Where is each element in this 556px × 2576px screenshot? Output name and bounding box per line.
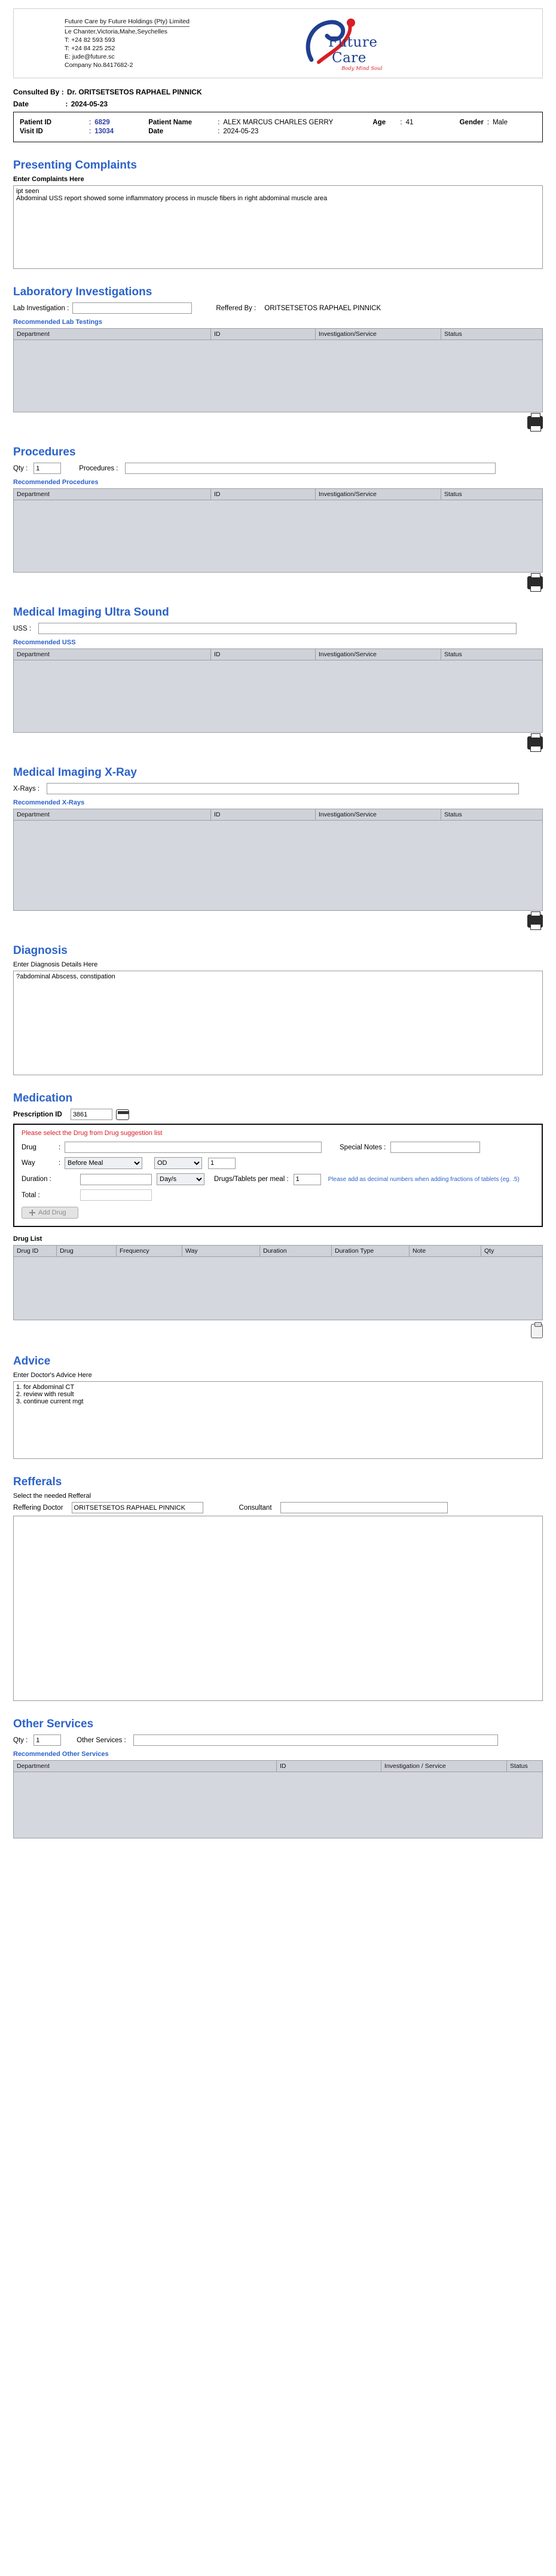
os-col-id: ID (277, 1761, 381, 1772)
diagnosis-title: Diagnosis (13, 944, 68, 957)
patient-id-value: 6829 (94, 119, 110, 126)
clinic-name: Future Care by Future Holdings (Pty) Limited (65, 17, 190, 27)
lab-grid-header (14, 329, 542, 340)
refferals-doctor-row (13, 1502, 543, 1513)
procedures-grid-header (14, 489, 542, 500)
duration-row (22, 1173, 534, 1185)
prescription-id-label: Prescription ID (13, 1110, 62, 1118)
drug-list-grid (13, 1245, 543, 1320)
uss-row (13, 623, 543, 634)
patient-id-label: Patient ID (20, 119, 52, 126)
visit-date-label: Date (148, 128, 164, 135)
procedures-grid-body[interactable] (14, 500, 542, 572)
uss-col-id: ID (211, 649, 316, 660)
other-services-grid-header (14, 1761, 542, 1772)
complaints-textarea[interactable] (13, 185, 543, 269)
uss-col-department: Department (14, 649, 211, 660)
reffering-doctor-input[interactable] (72, 1502, 203, 1513)
consult-date-label: Date (13, 100, 29, 108)
xray-row (13, 783, 543, 794)
lab-col-id: ID (211, 329, 316, 339)
printer-icon[interactable] (527, 914, 543, 928)
drug-col-frequency: Frequency (117, 1246, 182, 1256)
uss-grid-header (14, 649, 542, 660)
way-qty-input[interactable] (208, 1158, 236, 1169)
lab-print-row (13, 416, 543, 429)
other-services-title: Other Services (13, 1718, 94, 1730)
drug-label: Drug (22, 1143, 36, 1151)
uss-grid (13, 648, 543, 733)
clinic-logo (283, 18, 536, 72)
lab-reffered-by-label: Reffered By : (216, 304, 256, 312)
xray-grid-header (14, 809, 542, 821)
lab-investigation-input[interactable] (72, 302, 192, 314)
lab-col-department: Department (14, 329, 211, 339)
clinic-address: Le Chanter,Victoria,Mahe,Seychelles (65, 28, 167, 35)
clipboard-icon[interactable] (531, 1324, 543, 1338)
patient-age-label: Age (372, 119, 386, 126)
xray-grid-body[interactable] (14, 821, 542, 910)
duration-label: Duration : (22, 1176, 51, 1183)
drug-input[interactable] (65, 1142, 322, 1153)
plus-icon (29, 1210, 35, 1216)
advice-textarea[interactable] (13, 1381, 543, 1459)
uss-title: Medical Imaging Ultra Sound (13, 606, 169, 619)
consulted-by-label: Consulted By (13, 88, 60, 96)
visit-id-value: 13034 (94, 128, 114, 135)
procedures-qty-label: Qty : (13, 464, 28, 472)
recommended-lab-testings-label: Recommended Lab Testings (13, 319, 102, 326)
other-services-qty-label: Qty : (13, 1736, 28, 1744)
duration-input[interactable] (80, 1174, 152, 1185)
os-col-status: Status (510, 1763, 528, 1770)
presenting-complaints-sub: Enter Complaints Here (13, 176, 84, 183)
clinic-header (13, 8, 543, 78)
other-services-qty-input[interactable] (33, 1734, 61, 1746)
presenting-complaints-field (13, 185, 543, 269)
drug-col-duration-type: Duration Type (332, 1246, 410, 1256)
decimal-note: Please add as decimal numbers when adding fractions of tablets (eg. .5) (328, 1176, 520, 1183)
drug-list-body[interactable] (14, 1257, 542, 1320)
xray-print-row (13, 914, 543, 928)
os-col-department: Department (14, 1761, 277, 1772)
consult-date-row: Date : 2024-05-23 (13, 100, 108, 108)
prescription-id-input[interactable] (71, 1109, 112, 1120)
uss-grid-body[interactable] (14, 660, 542, 732)
proc-col-status: Status (444, 491, 462, 498)
recommended-uss-label: Recommended USS (13, 639, 76, 646)
xray-col-investigation: Investigation/Service (316, 809, 441, 820)
patient-gender-value: Male (493, 119, 508, 126)
other-services-grid (13, 1760, 543, 1838)
uss-input[interactable] (38, 623, 517, 634)
xray-col-id: ID (211, 809, 316, 820)
reffering-doctor-label: Reffering Doctor (13, 1504, 63, 1512)
logo-text-future: Future (328, 34, 378, 50)
procedures-row (13, 463, 543, 474)
drug-list-clip-row (13, 1324, 543, 1338)
diagnosis-field (13, 971, 543, 1075)
prescription-id-row (13, 1109, 543, 1120)
drug-col-duration: Duration (260, 1246, 332, 1256)
procedures-print-row (13, 576, 543, 589)
lab-reffered-by-value: ORITSETSETOS RAPHAEL PINNICK (264, 304, 381, 312)
lab-col-status: Status (444, 331, 462, 338)
procedures-label: Procedures : (79, 464, 118, 472)
consultant-label: Consultant (239, 1504, 272, 1512)
add-drug-button-label: Add Drug (38, 1209, 66, 1216)
patient-row-2: Visit ID : 13034 Date : 2024-05-23 (20, 128, 259, 135)
frequency-select[interactable] (154, 1157, 202, 1169)
patient-age-value: 41 (405, 119, 414, 126)
total-label: Total : (22, 1191, 40, 1199)
xray-title: Medical Imaging X-Ray (13, 766, 137, 779)
per-meal-label: Drugs/Tablets per meal : (214, 1176, 289, 1183)
lab-investigation-label: Lab Investigation : (13, 304, 69, 312)
patient-name-value: ALEX MARCUS CHARLES GERRY (223, 119, 334, 126)
logo-text-care: Care (332, 50, 366, 66)
procedures-input[interactable] (125, 463, 496, 474)
other-services-label: Other Services : (77, 1736, 126, 1744)
special-notes-input[interactable] (390, 1142, 480, 1153)
advice-field (13, 1381, 543, 1459)
os-col-investigation: Investigation / Service (381, 1761, 507, 1772)
xray-col-status: Status (444, 811, 462, 818)
way-row: Way : Before Meal OD 1 (22, 1157, 534, 1169)
diagnosis-textarea[interactable] (13, 971, 543, 1075)
consult-block (13, 88, 543, 108)
clinic-phone-2: T: +24 84 225 252 (65, 45, 115, 52)
way-label: Way (22, 1159, 35, 1167)
refferals-title: Refferals (13, 1476, 62, 1488)
procedures-grid (13, 488, 543, 573)
lab-grid-body[interactable] (14, 340, 542, 412)
way-select[interactable] (65, 1157, 142, 1169)
medication-title: Medication (13, 1092, 73, 1105)
duration-type-select[interactable] (157, 1173, 204, 1185)
total-input[interactable] (80, 1189, 152, 1201)
xray-grid (13, 809, 543, 911)
advice-sub: Enter Doctor's Advice Here (13, 1372, 92, 1379)
consult-date-value: 2024-05-23 (71, 100, 108, 108)
recommended-procedures-label: Recommended Procedures (13, 479, 99, 486)
drug-col-id: Drug ID (14, 1246, 57, 1256)
drug-col-way: Way (182, 1246, 260, 1256)
uss-col-investigation: Investigation/Service (316, 649, 441, 660)
calculator-icon[interactable] (116, 1109, 129, 1120)
other-services-row (13, 1734, 543, 1746)
other-services-input[interactable] (133, 1734, 498, 1746)
medication-panel (13, 1124, 543, 1227)
prescription-page (0, 8, 556, 1862)
logo-tagline: Body Mind Soul (341, 65, 383, 72)
visit-date-value: 2024-05-23 (223, 128, 259, 135)
printer-icon[interactable] (527, 576, 543, 589)
advice-title: Advice (13, 1355, 51, 1367)
patient-gender-label: Gender (459, 119, 484, 126)
other-services-grid-body[interactable] (14, 1772, 542, 1838)
consulted-by-row: Consulted By : Dr. ORITSETSETOS RAPHAEL PINNICK (13, 88, 202, 96)
visit-id-label: Visit ID (20, 128, 43, 135)
lab-col-investigation: Investigation/Service (316, 329, 441, 339)
uss-print-row (13, 736, 543, 749)
proc-col-investigation: Investigation/Service (316, 489, 441, 500)
lab-investigation-row (13, 302, 543, 314)
drug-list-title: Drug List (13, 1235, 42, 1243)
diagnosis-sub: Enter Diagnosis Details Here (13, 961, 98, 968)
lab-results-grid (13, 328, 543, 412)
refferals-body-field (13, 1516, 543, 1701)
add-drug-button[interactable] (22, 1207, 78, 1219)
xray-input[interactable] (47, 783, 519, 794)
laboratory-title: Laboratory Investigations (13, 286, 152, 298)
total-row (22, 1189, 534, 1201)
medication-warning: Please select the Drug from Drug suggestion list (22, 1130, 163, 1137)
refferals-textarea[interactable] (13, 1516, 543, 1701)
per-meal-input[interactable] (294, 1174, 321, 1185)
drug-row: Drug : Special Notes : (22, 1142, 534, 1153)
xray-col-department: Department (14, 809, 211, 820)
drug-list-header (14, 1246, 542, 1257)
uss-col-status: Status (444, 651, 462, 658)
consultant-input[interactable] (280, 1502, 448, 1513)
consulted-by-value: Dr. ORITSETSETOS RAPHAEL PINNICK (67, 88, 202, 96)
clinic-address-block (20, 17, 283, 69)
printer-icon[interactable] (527, 736, 543, 749)
patient-info-box (13, 112, 543, 142)
procedures-qty-input[interactable] (33, 463, 61, 474)
printer-icon[interactable] (527, 416, 543, 429)
proc-col-department: Department (14, 489, 211, 500)
patient-name-label: Patient Name (148, 119, 193, 126)
proc-col-id: ID (211, 489, 316, 500)
refferals-sub: Select the needed Refferal (13, 1492, 91, 1500)
drug-col-qty: Qty (484, 1247, 494, 1255)
clinic-phone-1: T: +24 82 593 593 (65, 36, 115, 44)
recommended-other-services-label: Recommended Other Services (13, 1751, 109, 1758)
patient-row-1: Patient ID : 6829 Patient Name : ALEX MARCUS CHARLES GERRY Age : 41 Gender : Male (20, 119, 508, 126)
presenting-complaints-title: Presenting Complaints (13, 159, 137, 172)
drug-col-drug: Drug (57, 1246, 117, 1256)
special-notes-label: Special Notes : (340, 1143, 386, 1151)
drug-col-note: Note (410, 1246, 481, 1256)
xray-label: X-Rays : (13, 785, 40, 793)
clinic-email: E: jude@future.sc (65, 53, 115, 60)
recommended-xrays-label: Recommended X-Rays (13, 799, 85, 806)
clinic-company-no: Company No.8417682-2 (65, 62, 133, 69)
uss-label: USS : (13, 625, 32, 632)
procedures-title: Procedures (13, 446, 76, 458)
